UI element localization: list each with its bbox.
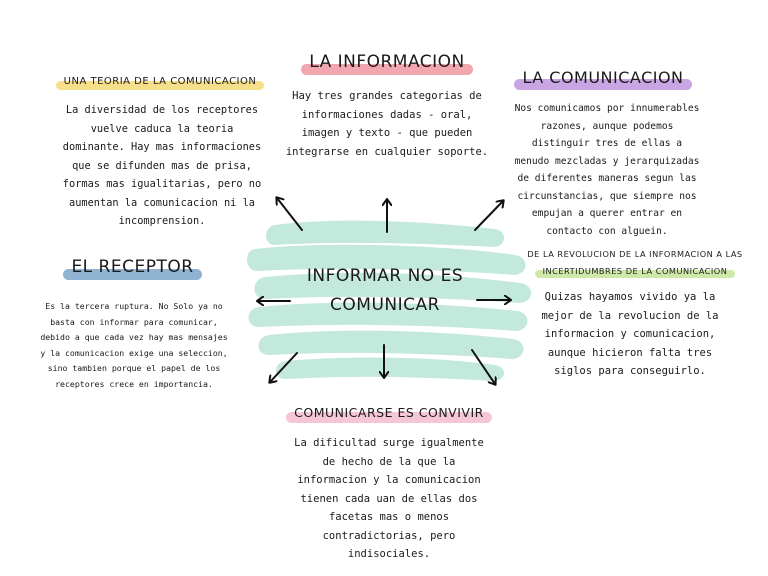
node-title: LA COMUNICACION [522,68,683,87]
node-comunicacion [508,68,698,87]
node-title-line2: INCERTIDUMBRES DE LA COMUNICACION [543,266,728,276]
node-revolucion-body: Quizas hayamos vivido ya la mejor de la revolucion de la informacion y comunicacion, aunque hicieron falta tres siglos para conseguirlo. [541,291,719,377]
node-revolucion [515,249,755,278]
node-convivir-body: La dificultad surge igualmente de hecho de la que la informacion y la comunicacion tienen cada uan de ellas dos facetas mas o menos contradictorias, pero indisociales. [294,437,484,560]
arrow-down-right [472,350,495,384]
node-title: EL RECEPTOR [71,257,193,277]
arrow-up-right [475,201,503,230]
node-receptor [40,257,225,277]
node-receptor-body: Es la tercera ruptura. No Solo ya no basta con informar para comunicar, debido a que cada vez hay mas mensajes y la comunicacion exige una seleccion, sino tambien porque el papel de los receptores crece en importancia. [40,301,228,389]
center-title: INFORMAR NO ES COMUNICAR [306,266,464,315]
node-title: UNA TEORIA DE LA COMUNICACION [64,76,257,87]
arrow-up-left [277,198,302,230]
node-teoria [50,69,270,88]
node-teoria-body: La diversidad de los receptores vuelve caduca la teoria dominante. Hay mas informaciones que se difunden mas de prisa, formas mas igualitarias, pero no aumentan la comunicacion ni la incomprension. [62,104,262,227]
node-title: COMUNICARSE ES CONVIVIR [294,405,484,420]
arrow-down-left [270,353,297,382]
node-comunicacion-body: Nos comunicamos por innumerables razones, aunque podemos distinguir tres de ellas a menudo mezcladas y jerarquizadas de diferentes maneras segun las circunstancias, que siempre nos empujan a querer entrar en contacto con alguein. [514,103,700,237]
node-convivir [282,402,496,421]
node-informacion [282,52,492,72]
node-informacion-body: Hay tres grandes categorias de informaciones dadas - oral, imagen y texto - que pueden integrarse en cualquier soporte. [285,90,489,158]
node-title: LA INFORMACION [309,52,465,72]
node-title-line1: DE LA REVOLUCION DE LA INFORMACION A LAS [527,249,743,259]
